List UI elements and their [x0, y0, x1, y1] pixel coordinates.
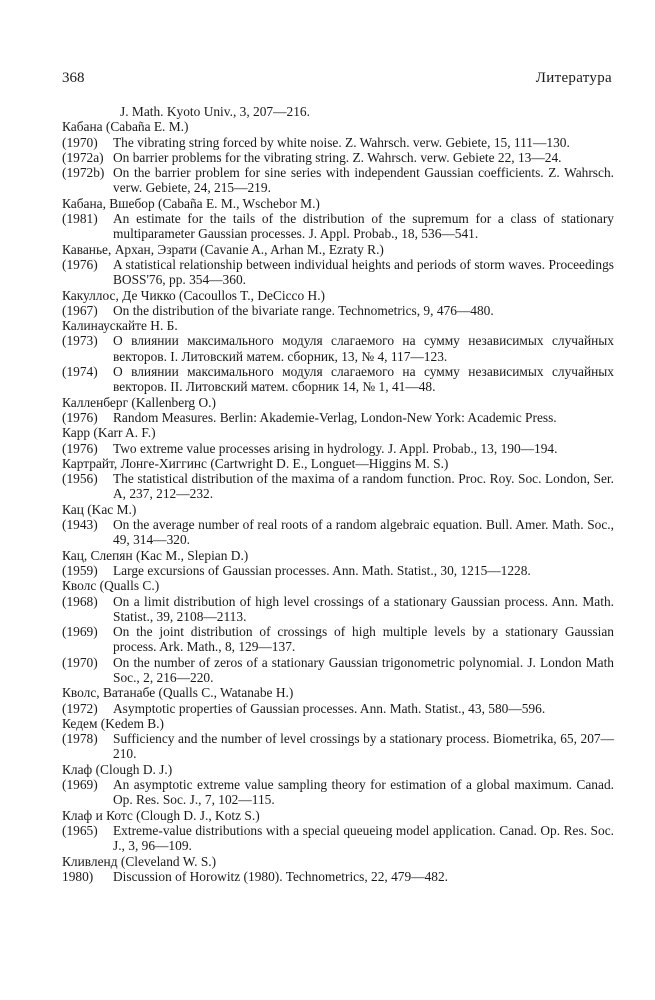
reference-year: (1968): [62, 593, 98, 609]
reference-text: The statistical distribution of the maxima of a random function. Proc. Roy. Soc. London, Ser. A, 237, 212—232.: [113, 471, 614, 502]
author-heading: Клаф (Clough D. J.): [62, 761, 173, 777]
author-heading: Кац (Kac M.): [62, 501, 137, 517]
reference-year: (1959): [62, 562, 98, 578]
reference-year: 1980): [62, 868, 94, 884]
reference-entry: [62, 165, 614, 196]
reference-year: (1981): [62, 211, 98, 227]
author-heading: Кабана, Вшебор (Cabaña E. M., Wschebor M.): [62, 195, 320, 211]
reference-entry: [62, 410, 614, 425]
reference-entry: [62, 731, 614, 762]
reference-text: An asymptotic extreme value sampling theory for estimation of a global maximum. Canad. Op. Res. Soc. J., 7, 102—115.: [113, 777, 614, 808]
reference-text: Two extreme value processes arising in hydrology. J. Appl. Probab., 13, 190—194.: [113, 440, 558, 456]
author-heading: Кац, Слепян (Kac M., Slepian D.): [62, 547, 249, 563]
reference-text: On barrier problems for the vibrating string. Z. Wahrsch. verw. Gebiete 22, 13—24.: [113, 149, 562, 165]
author-heading: Кедем (Kedem B.): [62, 715, 164, 731]
reference-year: (1973): [62, 333, 98, 349]
reference-year: (1974): [62, 364, 98, 380]
reference-entry: [62, 777, 614, 808]
reference-year: (1965): [62, 822, 98, 838]
reference-entry: [62, 257, 614, 288]
reference-text: On the barrier problem for sine series with independent Gaussian coefficients. Z. Wahrsch. verw. Gebiete, 24, 215—219.: [113, 165, 614, 196]
reference-text: Large excursions of Gaussian processes. Ann. Math. Statist., 30, 1215—1228.: [113, 562, 531, 578]
reference-entry: [62, 303, 614, 318]
author-heading: Кволс, Ватанабе (Qualls C., Watanabe H.): [62, 685, 294, 701]
reference-year: (1976): [62, 440, 98, 456]
reference-text: On the number of zeros of a stationary Gaussian trigonometric polynomial. J. London Math Soc., 2, 216—220.: [113, 654, 614, 685]
author-heading: Картрайт, Лонге-Хиггинс (Cartwright D. E., Longuet—Higgins M. S.): [62, 455, 449, 471]
author-heading: Кабана (Cabaña E. M.): [62, 119, 189, 135]
author-heading: Карр (Karr A. F.): [62, 425, 156, 441]
author-heading: Клаф и Котс (Clough D. J., Kotz S.): [62, 807, 260, 823]
reference-year: (1967): [62, 302, 98, 318]
reference-entry: [62, 135, 614, 150]
reference-text: The vibrating string forced by white noise. Z. Wahrsch. verw. Gebiete, 15, 111—130.: [113, 134, 570, 150]
reference-entry: [62, 624, 614, 655]
author-heading: Какуллос, Де Чикко (Cacoullos T., DeCicco H.): [62, 287, 326, 303]
reference-entry: [62, 364, 614, 395]
reference-text: О влиянии максимального модуля слагаемого на сумму независимых случайных векторов. II. Литовский матем. сборник 14, № 1, 41—48.: [113, 364, 614, 395]
reference-entry: [62, 211, 614, 242]
author-heading: Кливленд (Cleveland W. S.): [62, 853, 217, 869]
reference-text: Sufficiency and the number of level crossings by a stationary process. Biometrika, 65, 207—210.: [113, 731, 614, 762]
reference-text: On the average number of real roots of a random algebraic equation. Bull. Amer. Math. Soc., 49, 314—320.: [113, 517, 614, 548]
reference-entry: [62, 517, 614, 548]
reference-entry: [62, 869, 614, 884]
reference-text: On the joint distribution of crossings of high multiple levels by a stationary Gaussian process. Ark. Math., 8, 129—137.: [113, 624, 614, 655]
reference-entry: [62, 333, 614, 364]
author-heading: Кволс (Qualls C.): [62, 578, 160, 594]
reference-year: (1969): [62, 777, 98, 793]
reference-year: (1970): [62, 654, 98, 670]
reference-year: (1969): [62, 624, 98, 640]
reference-year: (1972): [62, 700, 98, 716]
reference-entry: [62, 701, 614, 716]
reference-text: Asymptotic properties of Gaussian processes. Ann. Math. Statist., 43, 580—596.: [113, 700, 546, 716]
reference-year: (1972a): [62, 149, 104, 165]
reference-entry: [62, 441, 614, 456]
reference-entry: [62, 823, 614, 854]
reference-text: О влиянии максимального модуля слагаемого на сумму независимых случайных векторов. I. Литовский матем. сборник, 13, № 4, 117—123.: [113, 333, 614, 364]
author-heading: Калленберг (Kallenberg O.): [62, 394, 216, 410]
reference-entry: [62, 594, 614, 625]
reference-year: (1956): [62, 471, 98, 487]
reference-entry: [62, 655, 614, 686]
reference-year: (1970): [62, 134, 98, 150]
reference-text: Random Measures. Berlin: Akademie-Verlag, London-New York: Academic Press.: [113, 409, 557, 425]
reference-text: An estimate for the tails of the distribution of the supremum for a class of stationary multiparameter Gaussian processes. J. Appl. Probab., 18, 536—541.: [113, 211, 614, 242]
reference-text: Discussion of Horowitz (1980). Technometrics, 22, 479—482.: [113, 868, 449, 884]
reference-text: On a limit distribution of high level crossings of a stationary Gaussian process. Ann. Math. Statist., 39, 2108—2113.: [113, 593, 614, 624]
reference-year: (1943): [62, 517, 98, 533]
reference-entry: [62, 150, 614, 165]
reference-year: (1978): [62, 731, 98, 747]
reference-entry: [62, 471, 614, 502]
author-heading: Каванье, Архан, Эзрати (Cavanie A., Arhan M., Ezraty R.): [62, 241, 384, 257]
reference-text: Extreme-value distributions with a special queueing model application. Canad. Op. Res. Soc. J., 3, 96—109.: [113, 822, 614, 854]
page-number: 368: [62, 70, 85, 86]
running-header: [62, 70, 612, 90]
author-heading: Калинаускайте Н. Б.: [62, 318, 178, 334]
section-title: Литература: [535, 70, 612, 86]
reference-text: A statistical relationship between individual heights and periods of storm waves. Proceedings BOSS'76, pp. 354—360.: [113, 256, 614, 288]
reference-entry: [62, 563, 614, 578]
reference-list: [62, 104, 614, 884]
reference-year: (1976): [62, 409, 98, 425]
reference-year: (1972b): [62, 165, 105, 181]
reference-text: On the distribution of the bivariate range. Technometrics, 9, 476—480.: [113, 302, 494, 318]
reference-continuation: J. Math. Kyoto Univ., 3, 207—216.: [120, 104, 310, 119]
reference-year: (1976): [62, 256, 98, 272]
